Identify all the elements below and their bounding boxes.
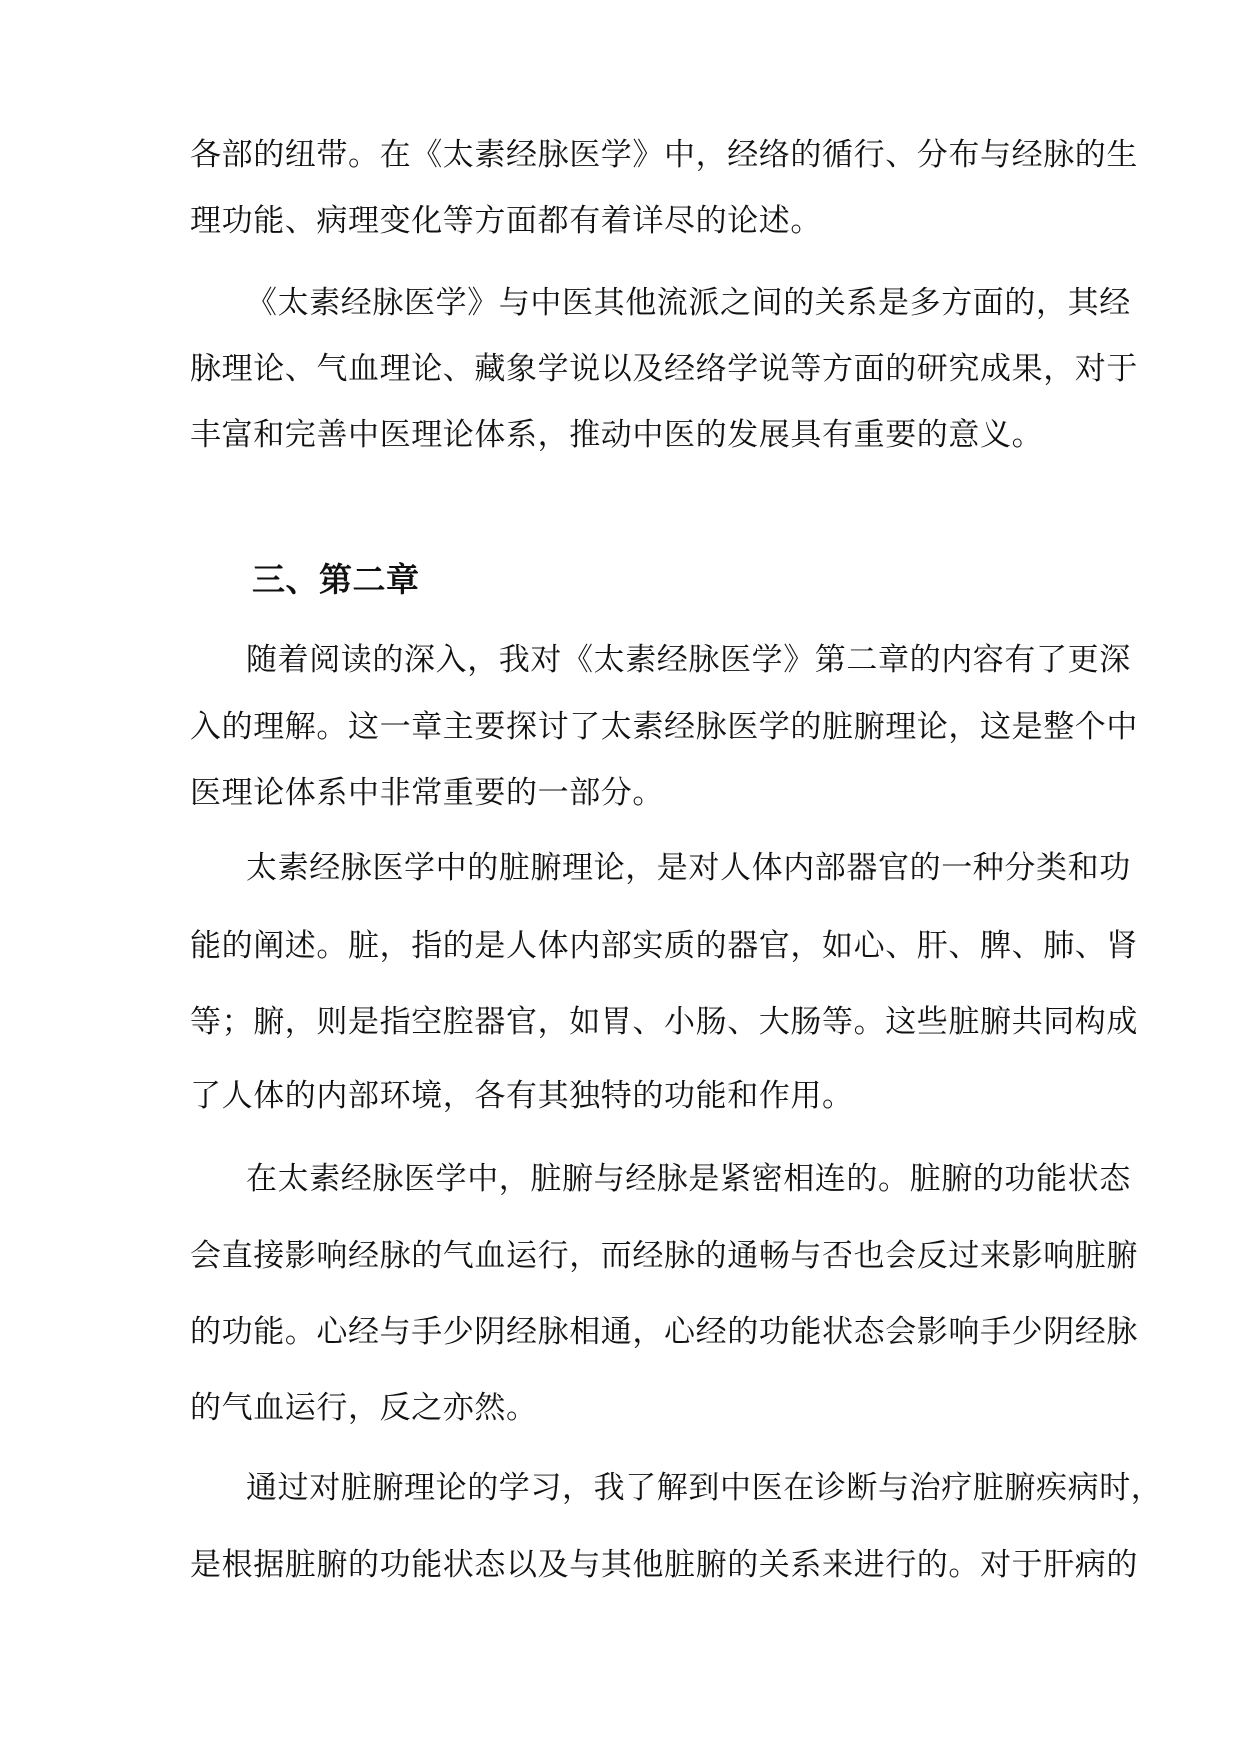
paragraph-1-line-1: 各部的纽带。在《太素经脉医学》中，经络的循行、分布与经脉的生 — [190, 137, 1138, 173]
paragraph-4-line-2: 能的阐述。脏，指的是人体内部实质的器官，如心、肝、脾、肺、肾 — [190, 928, 1138, 964]
paragraph-2-line-2: 脉理论、气血理论、藏象学说以及经络学说等方面的研究成果，对于 — [190, 351, 1138, 387]
section-heading: 三、第二章 — [252, 560, 420, 599]
paragraph-5-line-2: 会直接影响经脉的气血运行，而经脉的通畅与否也会反过来影响脏腑 — [190, 1238, 1138, 1274]
paragraph-4-line-1: 太素经脉医学中的脏腑理论，是对人体内部器官的一种分类和功 — [246, 850, 1131, 886]
paragraph-5-line-4: 的气血运行，反之亦然。 — [190, 1390, 538, 1426]
paragraph-4-line-3: 等；腑，则是指空腔器官，如胃、小肠、大肠等。这些脏腑共同构成 — [190, 1004, 1138, 1040]
paragraph-3-line-3: 医理论体系中非常重要的一部分。 — [190, 775, 664, 811]
paragraph-1-line-2: 理功能、病理变化等方面都有着详尽的论述。 — [190, 203, 822, 239]
paragraph-5-line-1: 在太素经脉医学中，脏腑与经脉是紧密相连的。脏腑的功能状态 — [246, 1161, 1131, 1197]
paragraph-6-line-1: 通过对脏腑理论的学习，我了解到中医在诊断与治疗脏腑疾病时， — [246, 1470, 1163, 1506]
paragraph-6-line-2: 是根据脏腑的功能状态以及与其他脏腑的关系来进行的。对于肝病的 — [190, 1547, 1138, 1583]
paragraph-3-line-1: 随着阅读的深入，我对《太素经脉医学》第二章的内容有了更深 — [246, 642, 1131, 678]
paragraph-5-line-3: 的功能。心经与手少阴经脉相通，心经的功能状态会影响手少阴经脉 — [190, 1314, 1138, 1350]
paragraph-2-line-1: 《太素经脉医学》与中医其他流派之间的关系是多方面的，其经 — [246, 285, 1131, 321]
paragraph-3-line-2: 入的理解。这一章主要探讨了太素经脉医学的脏腑理论，这是整个中 — [190, 709, 1138, 745]
paragraph-2-line-3: 丰富和完善中医理论体系，推动中医的发展具有重要的意义。 — [190, 417, 1044, 453]
paragraph-4-line-4: 了人体的内部环境，各有其独特的功能和作用。 — [190, 1078, 854, 1114]
